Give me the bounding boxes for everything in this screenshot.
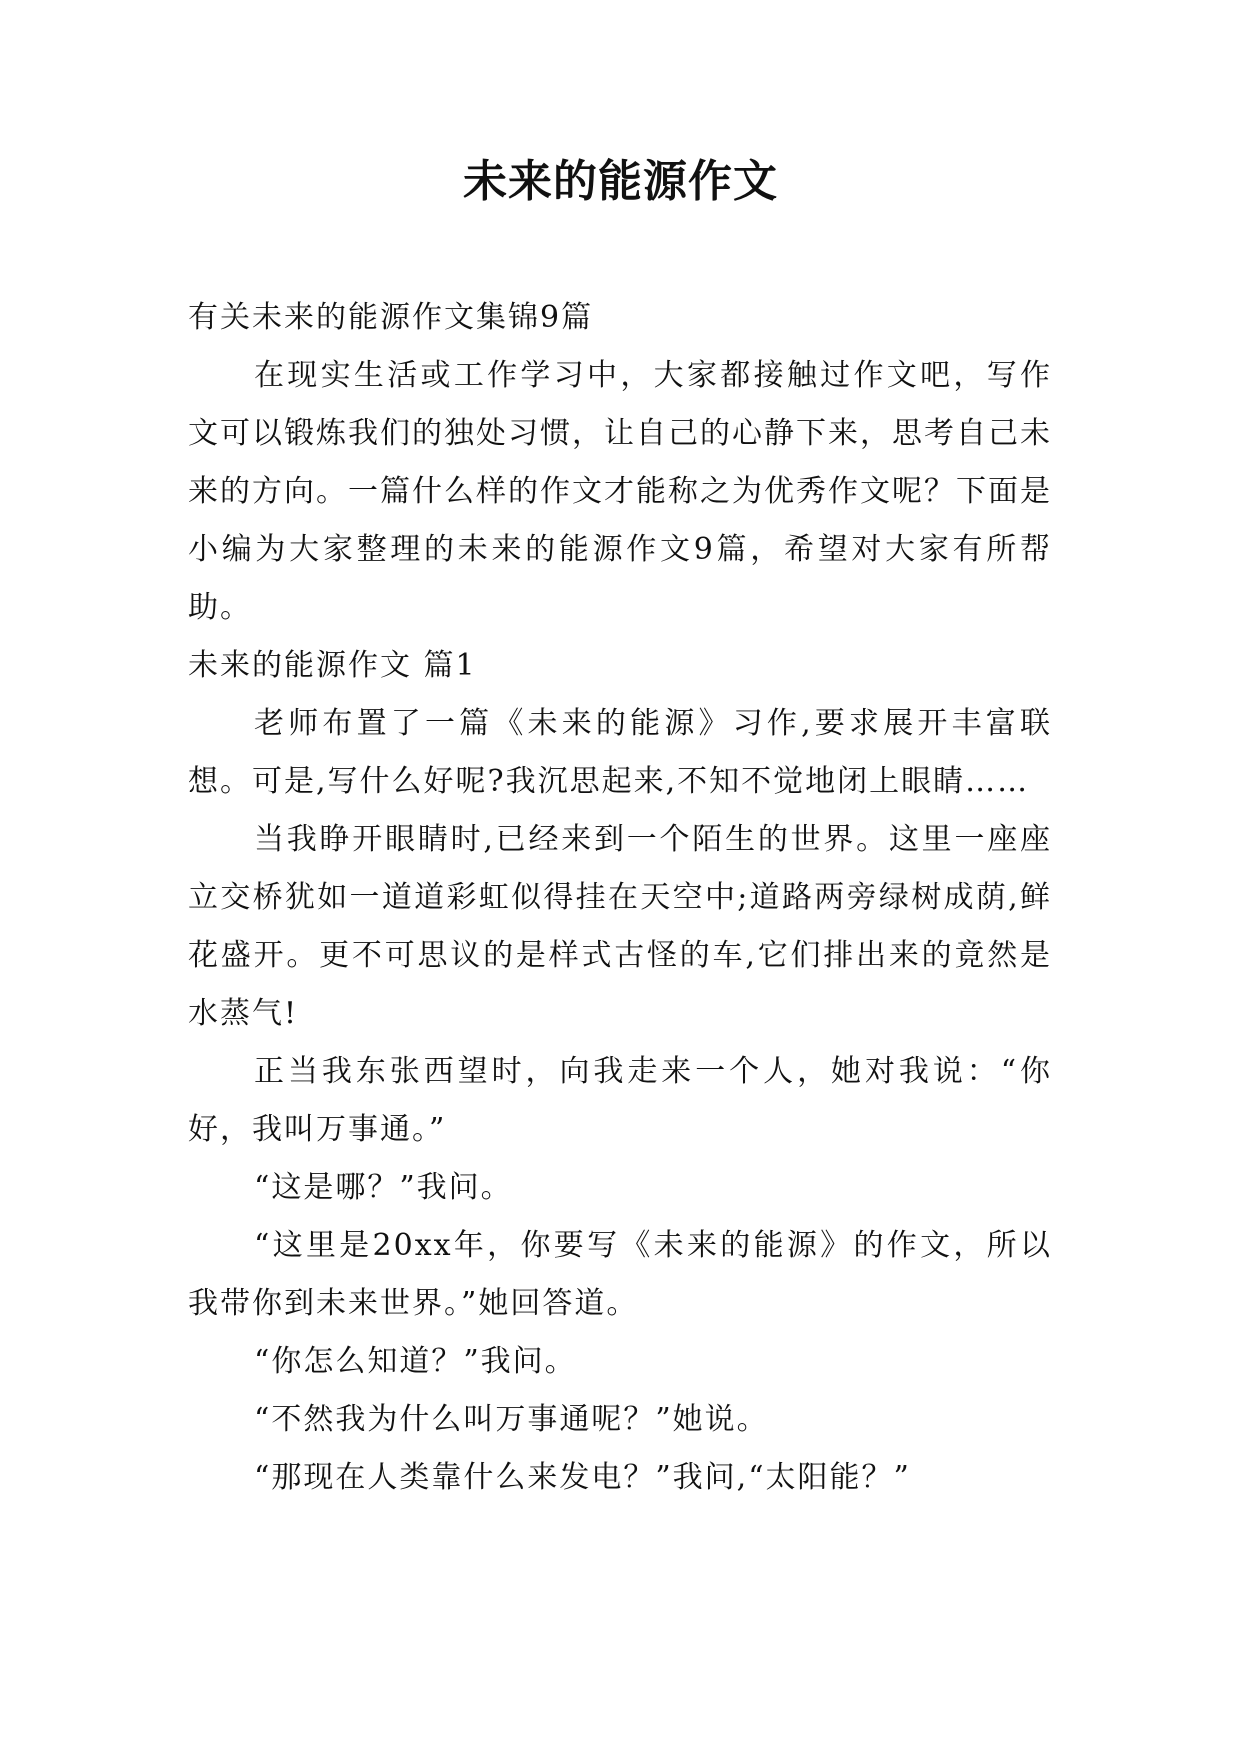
body-paragraph: “那现在人类靠什么来发电？”我问,“太阳能？” bbox=[254, 1460, 911, 1495]
body-paragraph: 正当我东张西望时，向我走来一个人，她对我说：“你好，我叫万事通。” bbox=[188, 1054, 1052, 1147]
intro-paragraph: 在现实生活或工作学习中，大家都接触过作文吧，写作文可以锻炼我们的独处习惯，让自己的心静下来，思考自己未来的方向。一篇什么样的作文才能称之为优秀作文呢？下面是小编为大家整理的未来的能源作文9篇，希望对大家有所帮助。 bbox=[188, 358, 1052, 625]
body-paragraph: “这是哪？”我问。 bbox=[254, 1170, 513, 1205]
document-subtitle: 有关未来的能源作文集锦9篇 bbox=[188, 300, 594, 335]
body-paragraph: 老师布置了一篇《未来的能源》习作,要求展开丰富联想。可是,写什么好呢?我沉思起来,不知不觉地闭上眼睛…… bbox=[188, 706, 1052, 799]
body-paragraph: 当我睁开眼睛时,已经来到一个陌生的世界。这里一座座立交桥犹如一道道彩虹似得挂在天空中;道路两旁绿树成荫,鲜花盛开。更不可思议的是样式古怪的车,它们排出来的竟然是水蒸气! bbox=[188, 822, 1052, 1031]
section-heading: 未来的能源作文 篇1 bbox=[188, 648, 477, 683]
body-paragraph: “你怎么知道？”我问。 bbox=[254, 1344, 577, 1379]
body-paragraph: “这里是20xx年，你要写《未来的能源》的作文，所以我带你到未来世界。”她回答道。 bbox=[188, 1228, 1052, 1321]
body-paragraph: “不然我为什么叫万事通呢？”她说。 bbox=[254, 1402, 769, 1437]
document-body bbox=[188, 289, 1052, 1507]
document-title: 未来的能源作文 bbox=[463, 156, 778, 207]
